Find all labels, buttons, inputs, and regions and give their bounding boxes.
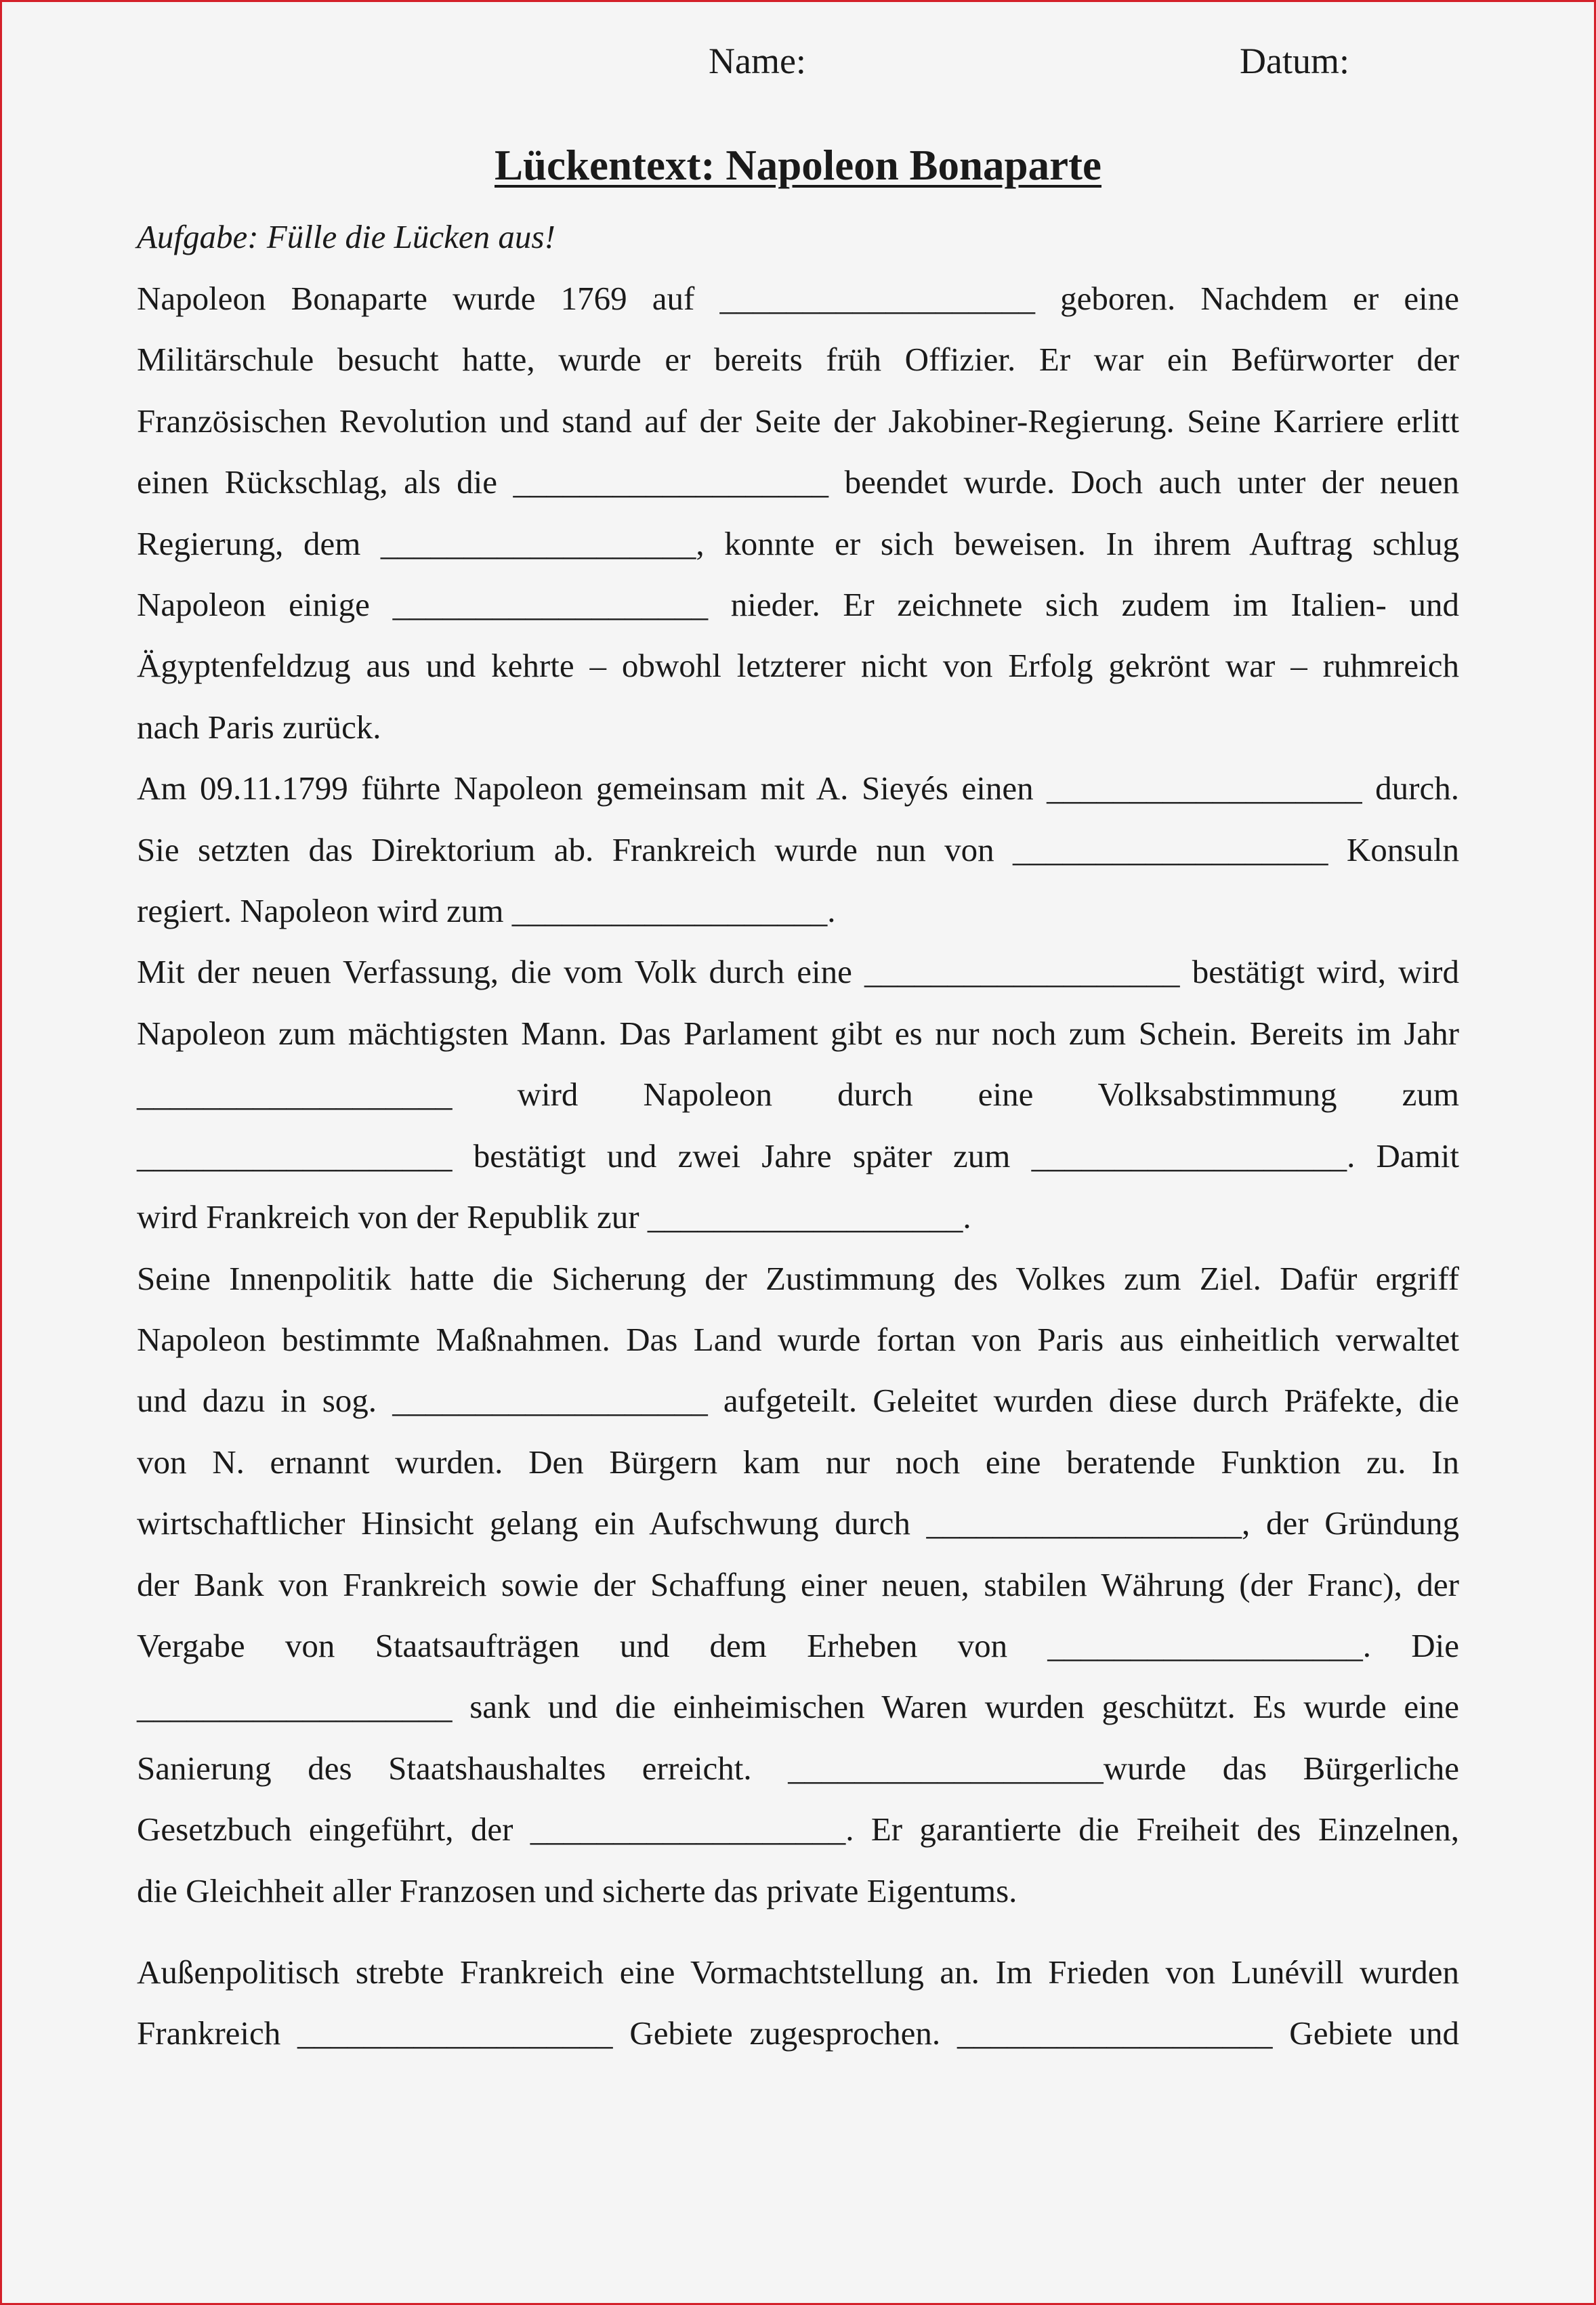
- text-line: die Gleichheit aller Franzosen und sicherte das private Eigentums.: [137, 1872, 1017, 1909]
- text-line: wirtschaftlicher Hinsicht gelang ein Aufschwung durch ___________________, der Gründung: [137, 1504, 1459, 1542]
- text-line: Mit der neuen Verfassung, die vom Volk durch eine ___________________ bestätigt wird, wird: [137, 953, 1459, 991]
- text-line: Napoleon zum mächtigsten Mann. Das Parlament gibt es nur noch zum Schein. Bereits im Jahr: [137, 1014, 1459, 1052]
- text-line: Sanierung des Staatshaushaltes erreicht. ___________________wurde das Bürgerliche: [137, 1749, 1459, 1787]
- text-line: Seine Innenpolitik hatte die Sicherung der Zustimmung des Volkes zum Ziel. Dafür ergriff: [137, 1259, 1459, 1297]
- text-line: ___________________ wird Napoleon durch eine Volksabstimmung zum: [137, 1076, 1459, 1114]
- cloze-text-body: [137, 268, 1459, 2065]
- text-line: Frankreich ___________________ Gebiete zugesprochen. ___________________ Gebiete und: [137, 2014, 1459, 2052]
- text-line: einen Rückschlag, als die ___________________ beendet wurde. Doch auch unter der neuen: [137, 463, 1459, 501]
- text-line: Französischen Revolution und stand auf der Seite der Jakobiner-Regierung. Seine Karriere erlitt: [137, 402, 1459, 440]
- text-line: Napoleon Bonaparte wurde 1769 auf ___________________ geboren. Nachdem er eine: [137, 280, 1459, 317]
- date-label: Datum:: [1240, 41, 1349, 81]
- text-line: Außenpolitisch strebte Frankreich eine Vormachtstellung an. Im Frieden von Lunévill wurden: [137, 1953, 1459, 1991]
- name-label: Name:: [709, 41, 806, 81]
- text-line: Vergabe von Staatsaufträgen und dem Erheben von ___________________. Die: [137, 1626, 1459, 1664]
- text-paragraph: [137, 268, 1459, 758]
- text-line: Ägyptenfeldzug aus und kehrte – obwohl letzterer nicht von Erfolg gekrönt war – ruhmreich: [137, 647, 1459, 685]
- text-line: ___________________ bestätigt und zwei Jahre später zum ___________________. Damit: [137, 1137, 1459, 1175]
- text-line: Napoleon einige ___________________ nieder. Er zeichnete sich zudem im Italien- und: [137, 586, 1459, 624]
- text-paragraph: [137, 1942, 1459, 2065]
- text-line: von N. ernannt wurden. Den Bürgern kam nur noch eine beratende Funktion zu. In: [137, 1443, 1459, 1481]
- text-line: Am 09.11.1799 führte Napoleon gemeinsam mit A. Sieyés einen ___________________ durch.: [137, 769, 1459, 807]
- text-line: Napoleon bestimmte Maßnahmen. Das Land wurde fortan von Paris aus einheitlich verwaltet: [137, 1320, 1459, 1358]
- text-line: regiert. Napoleon wird zum ___________________.: [137, 892, 836, 930]
- text-paragraph: [137, 942, 1459, 1248]
- text-line: und dazu in sog. ___________________ aufgeteilt. Geleitet wurden diese durch Präfekte, die: [137, 1382, 1459, 1420]
- text-line: Sie setzten das Direktorium ab. Frankreich wurde nun von ___________________ Konsuln: [137, 830, 1459, 868]
- text-line: der Bank von Frankreich sowie der Schaffung einer neuen, stabilen Währung (der Franc), der: [137, 1565, 1459, 1603]
- worksheet-title: Lückentext: Napoleon Bonaparte: [495, 142, 1101, 189]
- text-line: wird Frankreich von der Republik zur ___________________.: [137, 1198, 971, 1236]
- text-line: Regierung, dem ___________________, konnte er sich beweisen. In ihrem Auftrag schlug: [137, 524, 1459, 562]
- text-line: Militärschule besucht hatte, wurde er bereits früh Offizier. Er war ein Befürworter der: [137, 341, 1459, 379]
- text-line: ___________________ sank und die einheimischen Waren wurden geschützt. Es wurde eine: [137, 1688, 1459, 1726]
- text-paragraph: [137, 758, 1459, 942]
- text-paragraph: [137, 1248, 1459, 1922]
- text-line: nach Paris zurück.: [137, 708, 381, 746]
- task-instruction: Aufgabe: Fülle die Lücken aus!: [137, 218, 555, 255]
- text-line: Gesetzbuch eingeführt, der ___________________. Er garantierte die Freiheit des Einzelnen,: [137, 1811, 1459, 1848]
